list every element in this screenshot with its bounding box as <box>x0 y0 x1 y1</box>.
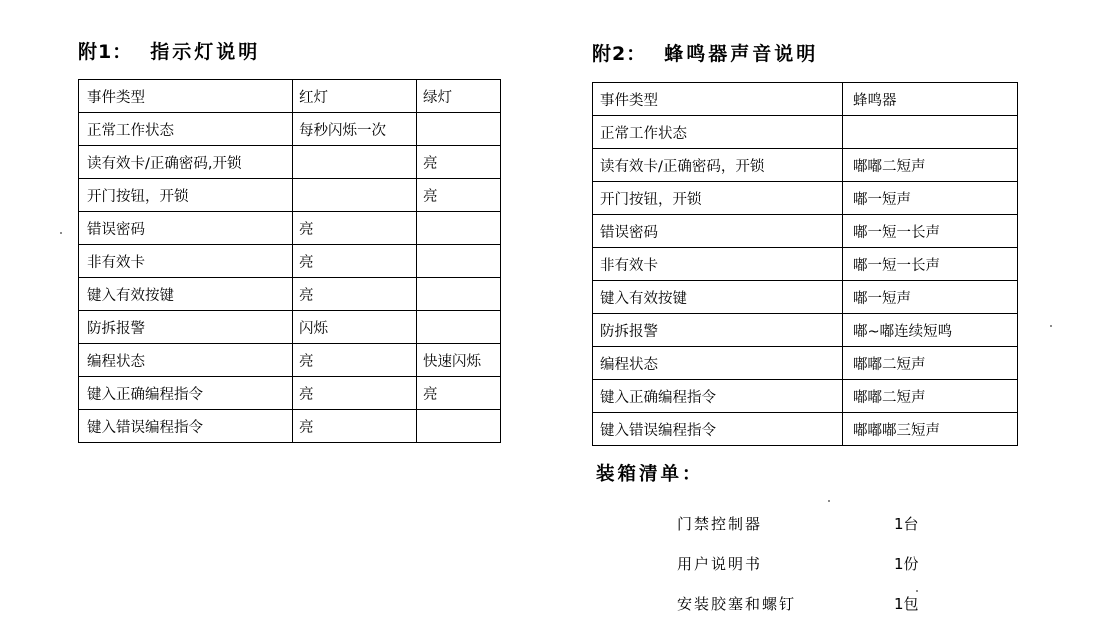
indicator-table-cell: 读有效卡/正确密码,开锁 <box>79 146 293 179</box>
indicator-table-cell: 快速闪烁 <box>417 344 501 377</box>
indicator-table-cell: 防拆报警 <box>79 311 293 344</box>
buzzer-table-cell: 键入错误编程指令 <box>593 413 843 446</box>
indicator-table-cell: 亮 <box>293 278 417 311</box>
indicator-table-cell: 亮 <box>293 377 417 410</box>
indicator-table-header-cell: 事件类型 <box>79 80 293 113</box>
buzzer-table-cell: 非有效卡 <box>593 248 843 281</box>
buzzer-table-row <box>593 215 1018 248</box>
buzzer-table-cell: 嘟~嘟连续短鸣 <box>843 314 1018 347</box>
indicator-table-row <box>79 278 501 311</box>
indicator-table-cell <box>417 212 501 245</box>
indicator-table-row <box>79 245 501 278</box>
buzzer-table-cell: 嘟一短声 <box>843 281 1018 314</box>
packing-item <box>677 593 919 633</box>
buzzer-table-row <box>593 248 1018 281</box>
indicator-table-cell: 键入有效按键 <box>79 278 293 311</box>
indicator-table-row <box>79 344 501 377</box>
scan-speck <box>916 590 918 592</box>
indicator-table-cell: 正常工作状态 <box>79 113 293 146</box>
packing-item-qty: 1包 <box>894 595 919 613</box>
buzzer-table-cell: 编程状态 <box>593 347 843 380</box>
indicator-table-cell <box>417 245 501 278</box>
indicator-table-cell: 开门按钮，开锁 <box>79 179 293 212</box>
indicator-table-cell: 键入正确编程指令 <box>79 377 293 410</box>
buzzer-table-cell <box>843 116 1018 149</box>
indicator-table-cell <box>417 278 501 311</box>
indicator-table-cell <box>417 311 501 344</box>
packing-item-qty: 1台 <box>894 515 919 533</box>
packing-item-name: 用户说明书 <box>677 555 763 573</box>
section2-title: 蜂鸣器声音说明 <box>664 43 819 65</box>
buzzer-table-header-cell: 事件类型 <box>593 83 843 116</box>
packing-item-name: 安装胶塞和螺钉 <box>677 595 797 613</box>
buzzer-table-row <box>593 149 1018 182</box>
indicator-table-cell <box>293 146 417 179</box>
buzzer-table-cell: 正常工作状态 <box>593 116 843 149</box>
buzzer-table-cell: 防拆报警 <box>593 314 843 347</box>
indicator-table-cell: 闪烁 <box>293 311 417 344</box>
packing-item <box>677 513 919 553</box>
indicator-table-cell: 亮 <box>293 344 417 377</box>
buzzer-table-cell: 开门按钮，开锁 <box>593 182 843 215</box>
indicator-table-row <box>79 212 501 245</box>
buzzer-sound-table <box>592 82 1018 446</box>
buzzer-table-header-cell: 蜂鸣器 <box>843 83 1018 116</box>
packing-list <box>677 513 919 633</box>
buzzer-table-cell: 嘟一短声 <box>843 182 1018 215</box>
section1-label: 附1： <box>78 41 133 63</box>
indicator-table-cell: 亮 <box>293 245 417 278</box>
indicator-table-cell <box>417 410 501 443</box>
buzzer-table-cell: 嘟嘟二短声 <box>843 347 1018 380</box>
buzzer-table-row <box>593 314 1018 347</box>
buzzer-table-cell: 嘟嘟二短声 <box>843 149 1018 182</box>
buzzer-table-header-row <box>593 83 1018 116</box>
packing-item <box>677 553 919 593</box>
scan-speck <box>828 500 830 502</box>
buzzer-table-cell: 键入有效按键 <box>593 281 843 314</box>
packing-item-name: 门禁控制器 <box>677 515 763 533</box>
indicator-table-row <box>79 146 501 179</box>
indicator-table-cell: 亮 <box>417 377 501 410</box>
indicator-table-cell: 亮 <box>293 212 417 245</box>
indicator-table-row <box>79 113 501 146</box>
indicator-table-cell: 非有效卡 <box>79 245 293 278</box>
indicator-table-cell <box>417 113 501 146</box>
indicator-table-cell: 错误密码 <box>79 212 293 245</box>
section2-heading <box>592 39 818 66</box>
indicator-table-header-row <box>79 80 501 113</box>
buzzer-table-cell: 错误密码 <box>593 215 843 248</box>
indicator-table-row <box>79 410 501 443</box>
buzzer-table-row <box>593 380 1018 413</box>
packing-item-qty: 1份 <box>894 555 919 573</box>
indicator-table-cell: 亮 <box>417 179 501 212</box>
buzzer-table-cell: 读有效卡/正确密码，开锁 <box>593 149 843 182</box>
indicator-table-cell <box>293 179 417 212</box>
indicator-table-cell: 亮 <box>293 410 417 443</box>
indicator-table-header-cell: 绿灯 <box>417 80 501 113</box>
buzzer-table-row <box>593 347 1018 380</box>
indicator-table-cell: 亮 <box>417 146 501 179</box>
indicator-table-row <box>79 377 501 410</box>
indicator-table-row <box>79 311 501 344</box>
indicator-table-cell: 键入错误编程指令 <box>79 410 293 443</box>
buzzer-table-cell: 嘟一短一长声 <box>843 248 1018 281</box>
buzzer-table-row <box>593 116 1018 149</box>
buzzer-table-row <box>593 182 1018 215</box>
packing-list-title: 装箱清单： <box>596 464 704 485</box>
buzzer-table-cell: 键入正确编程指令 <box>593 380 843 413</box>
buzzer-table-cell: 嘟一短一长声 <box>843 215 1018 248</box>
section1-heading <box>78 37 260 64</box>
indicator-table-cell: 编程状态 <box>79 344 293 377</box>
indicator-table-row <box>79 179 501 212</box>
indicator-light-table <box>78 79 501 443</box>
indicator-table-cell: 每秒闪烁一次 <box>293 113 417 146</box>
buzzer-table-cell: 嘟嘟嘟三短声 <box>843 413 1018 446</box>
scan-speck <box>60 232 62 234</box>
buzzer-table-cell: 嘟嘟二短声 <box>843 380 1018 413</box>
buzzer-table-row <box>593 413 1018 446</box>
buzzer-table-row <box>593 281 1018 314</box>
indicator-table-header-cell: 红灯 <box>293 80 417 113</box>
scan-speck <box>1050 325 1052 327</box>
section2-label: 附2： <box>592 43 647 65</box>
section1-title: 指示灯说明 <box>150 41 261 63</box>
